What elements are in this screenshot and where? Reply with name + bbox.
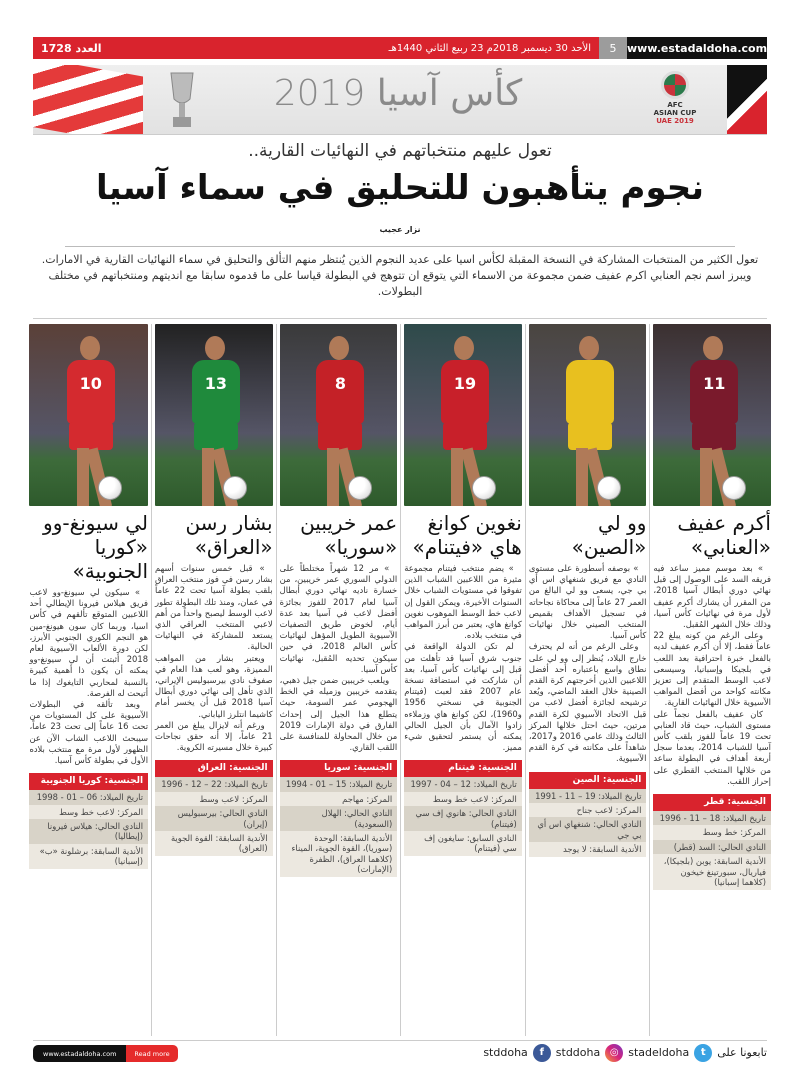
logo-text: ASIAN CUP <box>653 109 697 117</box>
football-icon <box>223 476 247 500</box>
player-bio <box>529 563 647 765</box>
social-links <box>483 1044 767 1062</box>
player-shirt <box>566 360 614 424</box>
info-row: النادي الحالي: هيلاس فيرونا (إيطاليا) <box>29 819 148 844</box>
player-name: أكرم عفيف «العنابي» <box>677 511 771 559</box>
player-photo <box>529 324 647 506</box>
player-head <box>703 336 723 360</box>
twitter-handle[interactable]: stadeldoha <box>628 1046 690 1059</box>
facebook-handle[interactable]: stddoha <box>483 1046 528 1059</box>
twitter-icon[interactable]: t <box>694 1044 712 1062</box>
info-row: المركز: لاعب خط وسط <box>59 806 144 817</box>
page-number: 5 <box>599 37 627 59</box>
info-row: تاريخ الميلاد: 22 – 12 - 1996 <box>155 777 273 791</box>
website-link[interactable]: www.estadaldoha.com <box>627 37 767 59</box>
banner-title: كأس آسيا 2019 <box>273 73 523 114</box>
player-info-box <box>155 760 273 855</box>
ribbon-decoration <box>33 65 143 135</box>
player-info-box <box>280 760 398 876</box>
date-strip <box>33 37 599 59</box>
facebook-icon[interactable]: f <box>533 1044 551 1062</box>
player-photo <box>404 324 522 506</box>
player-bio <box>29 587 148 766</box>
player-bio <box>404 563 522 753</box>
player-shorts <box>194 422 238 450</box>
header-bar <box>33 37 767 59</box>
football-icon <box>472 476 496 500</box>
info-row: النادي الحالي: السد (قطر) <box>653 840 771 854</box>
info-row: النادي الحالي: شنغهاي اس أي بي جي <box>529 817 647 842</box>
info-row: تاريخ الميلاد: 06 – 01 - 1998 <box>29 790 148 804</box>
player-bio <box>653 563 771 787</box>
info-row: الأندية السابقة: القوة الجوية (العراق) <box>170 833 268 854</box>
player-info-box <box>29 773 148 868</box>
player-bio <box>280 563 398 753</box>
player-name: عمر خريبين «سوريا» <box>300 511 398 559</box>
nationality-header: الجنسية: سوريا <box>280 760 398 777</box>
info-row: النادي السابق: سايغون إف سي (فيتنام) <box>424 833 517 854</box>
divider <box>33 1040 767 1041</box>
info-row: الأندية السابقة: لا يوجد <box>562 844 642 855</box>
player-name: وو لي «الصين» <box>571 511 647 559</box>
info-row: النادي الحالي: هانوي إف سي (فيتنام) <box>404 806 522 831</box>
player-shorts <box>568 422 612 450</box>
info-row: النادي الحالي: الهلال (السعودية) <box>280 806 398 831</box>
player-paragraph: » قبل خمس سنوات أسهم بشار رسن في فوز منتخب العراق بلقب بطولة آسيا تحت 22 عاماً في عمان، ومنذ تلك البطولة تطور لاعب الوسط ليصبح واحداً من أهم لاعبي المنتخب العراقي الذي يستعد للمشاركة في النهائيات الحالية. <box>155 563 273 653</box>
player-column <box>649 324 774 1036</box>
info-row: تاريخ الميلاد: 15 – 01 - 1994 <box>280 777 398 791</box>
instagram-icon[interactable]: ◎ <box>605 1044 623 1062</box>
read-more-url: www.estadaldoha.com <box>33 1045 126 1062</box>
player-photo <box>29 324 148 506</box>
player-paragraph: ويلعب خريبين ضمن جيل ذهبي، يتقدمه خريبين وزميله في الخط الهجومي عمر السومة، حيث يتطلع هذا الجيل إلى إحداث الفارق في دولة الإمارات 2019 من خلال المحاولة للمنافسة على اللقب القاري. <box>279 675 398 753</box>
player-photo <box>280 324 398 506</box>
player-info-box <box>404 760 522 855</box>
football-icon <box>722 476 746 500</box>
player-paragraph: وبعد تألقه في البطولات الآسيوية على كل المستويات من تحت 16 عاماً إلى تحت 23 عاماً، سيبحث اللاعب الشاب الآن عن الظهور لأول مرة مع منتخب بلاده الأول في بطولة كأس آسيا. <box>29 699 149 766</box>
player-bio <box>155 563 273 753</box>
afc-asian-cup-logo <box>653 71 697 125</box>
info-row: المركز: مهاجم <box>342 793 393 804</box>
info-row: الأندية السابقة: الوحدة (سوريا)، القوة الجوية، الميناء (كلاهما العراق)، الظفرة (الإمارات) <box>291 833 393 875</box>
player-paragraph: ويعتبر بشار من المواهب المميزة، وهو لعب هذا العام في صفوف نادي بيرسبوليس الإيراني، الذي تأهل إلى نهائي دوري أبطال آسيا 2018 قبل أن يخسر أمام كاشيما انتلرز الياباني. <box>155 652 273 719</box>
player-column <box>276 324 401 1036</box>
read-more-button[interactable] <box>33 1045 178 1062</box>
info-row: الأندية السابقة: برشلونة «ب» (إسبانيا) <box>39 845 144 867</box>
player-column <box>151 324 276 1036</box>
player-head <box>329 336 349 360</box>
info-row: المركز: لاعب خط وسط <box>432 793 517 804</box>
player-columns <box>26 324 774 1036</box>
nationality-header: الجنسية: العراق <box>155 760 273 777</box>
player-shorts <box>69 422 113 450</box>
info-row: تاريخ الميلاد: 19 – 11 - 1991 <box>529 789 647 803</box>
football-icon <box>98 476 122 500</box>
issue-date: الأحد 30 ديسمبر 2018م 23 ربيع الثاني 1440هـ <box>388 42 591 54</box>
player-head <box>80 336 100 360</box>
player-photo <box>155 324 273 506</box>
player-column <box>26 324 151 1036</box>
player-paragraph: لم تكن الدولة الواقعة في جنوب شرق آسيا قد تأهلت من قبل إلى نهائيات كأس آسيا، بعد أن شاركت في استضافة نسخة عام 2007 فقد لعبت (فيتنام الجنوبية في نسختي 1956 و1960)، لكن كوانغ هاي وزملاءه زادوا الآمال بأن الجيل الحالي يمكنه أن يستمر لتحقيق شيء مميز. <box>404 641 522 753</box>
info-row: تاريخ الميلاد: 18 – 11 - 1996 <box>653 811 771 825</box>
nationality-header: الجنسية: قطر <box>653 794 771 811</box>
player-paragraph: ورغم أنه لايزال يبلغ من العمر 21 عاماً، إلا أنه حقق نجاحات كبيرة خلال مسيرته الكروية. <box>155 719 273 753</box>
logo-text: UAE 2019 <box>656 117 694 125</box>
jersey-number: 19 <box>453 374 477 393</box>
info-row: النادي الحالي: بيرسبوليس (إيران) <box>155 806 273 831</box>
article-headline: نجوم يتأهبون للتحليق في سماء آسيا <box>95 168 705 208</box>
player-leg <box>202 448 214 506</box>
follow-us-label: تابعونا على <box>717 1046 767 1059</box>
read-more-label: Read more <box>126 1045 177 1062</box>
player-head <box>205 336 225 360</box>
instagram-handle[interactable]: stddoha <box>555 1046 601 1059</box>
ribbon-decoration <box>727 65 767 135</box>
jersey-number: 10 <box>79 374 102 393</box>
player-head <box>579 336 599 360</box>
trophy-icon <box>165 71 199 131</box>
info-row: المركز: لاعب وسط <box>199 793 268 804</box>
player-head <box>454 336 474 360</box>
info-row: المركز: خط وسط <box>702 827 766 838</box>
football-icon <box>348 476 372 500</box>
player-photo <box>653 324 771 506</box>
player-info-box <box>529 772 647 857</box>
player-paragraph: كان عفيف بالفعل نجماً على مستوى الشباب، حيث قاد العنابي تحت 19 عاماً للفوز بلقب كأس آسيا للشباب 2014، بعدما سجل أربعة أهداف في البطولة ساعد من خلالها المنتخب القطري على إحراز اللقب. <box>653 708 772 786</box>
player-name: لي سيونغ-وو «كوريا الجنوبية» <box>43 511 149 583</box>
jersey-number: 11 <box>703 374 726 393</box>
info-row: تاريخ الميلاد: 12 – 04 - 1997 <box>404 777 522 791</box>
player-name: نغوين كوانغ هاي «فيتنام» <box>412 511 522 559</box>
jersey-number: 8 <box>334 374 346 393</box>
divider <box>33 318 767 319</box>
player-column <box>400 324 525 1036</box>
info-row: المركز: لاعب جناح <box>576 805 642 816</box>
nationality-header: الجنسية: فيتنام <box>404 760 522 777</box>
jersey-number: 13 <box>204 374 227 393</box>
player-paragraph: » بعد موسم مميز ساعد فيه فريقه السد على الوصول إلى قبل نهائي دوري أبطال آسيا 2018، من المقرر أن يشارك أكرم عفيف لأول مرة في نهائيات كأس آسيا، وذلك خلال الشهر المُقبل. <box>653 563 771 630</box>
nationality-header: الجنسية: كوريا الجنوبية <box>29 773 148 790</box>
afc-emblem-icon <box>661 71 689 99</box>
article-intro: تعول الكثير من المنتخبات المشاركة في النسخة المقبلة لكأس اسيا على عديد النجوم الذين يُنتظر منهم التألق والتحليق في سماء النهائيات القارية في الامارات. ويبرز اسم نجم العنابي اكرم عفيف ضمن مجموعة من الاسماء التي يتوقع ان تتوهج في البطولة قياسا على ما قدموه سابقا مع انديتهم ومنتخباتهم في مختلف البطولات. <box>41 253 759 298</box>
divider <box>65 246 735 247</box>
issue-number: العدد 1728 <box>41 41 102 55</box>
nationality-header: الجنسية: الصين <box>529 772 647 789</box>
player-info-box <box>653 794 771 889</box>
player-paragraph: وعلى الرغم من أنه لم يحترف خارج البلاد، يُنظر إلى وو لي على نطاق واسع باعتباره أحد أفضل اللاعبين الذين أخرجتهم كرة القدم الصينية خلال العقد الماضي، ويُعد ترشيحه لجائزة أفضل لاعب من قبل الاتحاد الآسيوي لكرة القدم مرتين، حيث احتل خلالها المركز الثالث وذلك عامي 2016 و2017، شاهداً على مكانته في كرة القدم الآسيوية. <box>528 641 647 764</box>
player-paragraph: » مر 12 شهراً مختلطاً على الدولي السوري عمر خريبين، من خسارة ناديه نهائي دوري أبطال آسيا لعام 2017 للفوز بجائزة أفضل لاعب في آسيا بعد عدة أيام، لخوض طريق التصفيات الآسيوية الطويل المؤهل لنهائيات كأس العالم 2018، في حين سيكون تحديه المُقبل، نهائيات كأس آسيا. <box>280 563 398 675</box>
player-leg <box>451 448 463 506</box>
player-shorts <box>318 422 362 450</box>
football-icon <box>597 476 621 500</box>
player-paragraph: » يضم منتخب فيتنام مجموعة مثيرة من اللاعبين الشباب الذين تفوقوا في مستويات الشباب خلال السنوات الأخيرة، ويمكن القول إن لاعب خط الوسط الموهوب نغوين كوانغ هاي، يعتبر من أبرز المواهب في منتخب بلاده. <box>404 563 522 641</box>
article-kicker: تعول عليهم منتخباتهم في النهائيات القارية.. <box>248 141 552 161</box>
player-paragraph: » سيكون لي سيونغ-وو لاعب فريق هيلاس فيرونا الإيطالي أحد اللاعبين المتوقع تألقهم في كأس اسيا، وربما كان سون هيونغ-مين هو النجم الكوري الجنوبي الأبرز، لكن دورة الألعاب الآسيوية لعام 2018 أثبتت أن لي سيونغ-وو يمكنه أن يكون ذا أهمية كبيرة بالنسبة لمحاربي التايغوك إذا ما أتيحت له الفرصة. <box>29 587 148 699</box>
player-paragraph: وعلى الرغم من كونه يبلغ 22 عاماً فقط، إلا أن أكرم عفيف لديه بالفعل خبرة احترافية بعد اللعب في بلجيكا وإسبانيا، وسيسعى لاعب الوسط المتقدم إلى تعزيز مكانته كواحد من أفضل المواهب الآسيوية خلال النهائيات القارية. <box>653 630 771 708</box>
player-name: بشار رسن «العراق» <box>185 511 273 559</box>
player-paragraph: » بوصفه أسطورة على مستوى النادي مع فريق شنغهاي اس أي بي جي، يسعى وو لي البالغ من العمر 27 عاماً إلى محاكاة نجاحاته في تسجيل الأهداف بقميص المنتخب الصيني خلال نهائيات كأس آسيا. <box>529 563 647 641</box>
player-shorts <box>443 422 487 450</box>
asian-cup-banner <box>33 65 767 135</box>
player-shorts <box>692 422 736 450</box>
logo-text: AFC <box>667 101 683 109</box>
player-column <box>525 324 650 1036</box>
info-row: الأندية السابقة: يوبن (بلجيكا)، فياريال، سبورتينغ خيخون (كلاهما إسبانيا) <box>663 856 766 888</box>
article-author: نزار عجيب <box>379 225 421 234</box>
